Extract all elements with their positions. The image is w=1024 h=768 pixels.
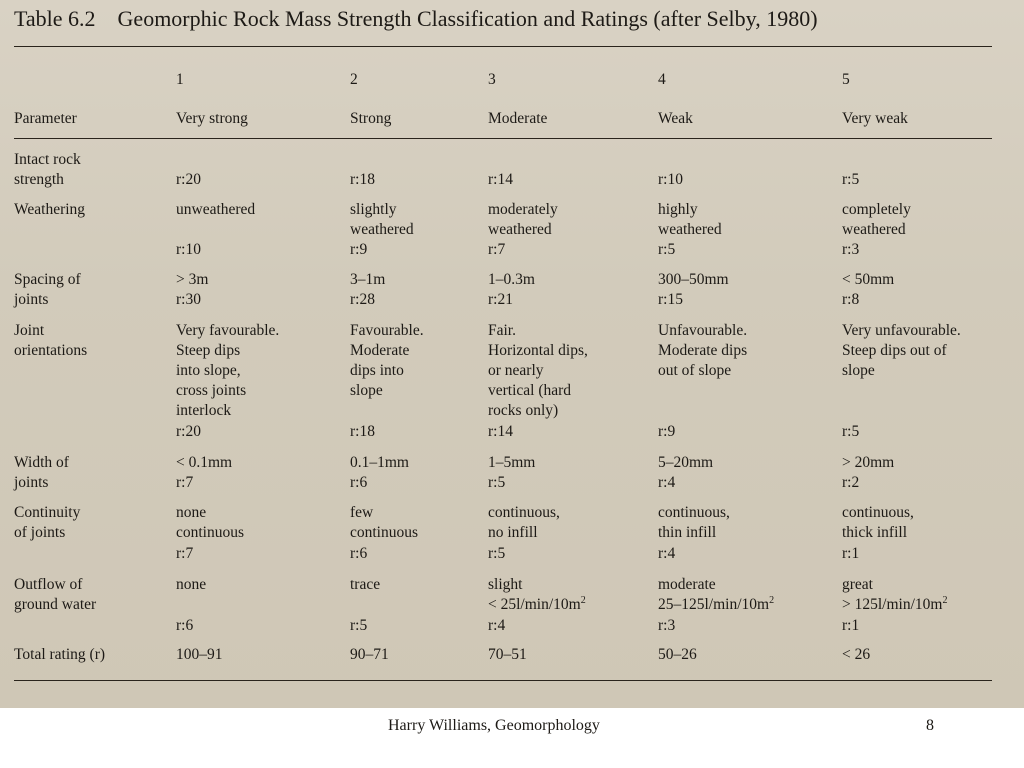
orientation-rating-5: r:5 (842, 423, 860, 440)
width-rating-2: r:6 (350, 474, 368, 491)
orientation-5-line1: Very unfavourable. (842, 322, 961, 339)
header-rule (14, 138, 992, 139)
outflow-4-line2: $25-125l/\min/10m^2$ (658, 594, 775, 613)
spacing-value-3: 1–0.3m (488, 271, 535, 288)
row-label-outflow: Outflow of (14, 576, 83, 593)
spacing-rating-4: r:15 (658, 291, 683, 308)
weathering-rating-5: r:3 (842, 241, 860, 258)
continuity-5-line1: continuous, (842, 504, 914, 521)
orientation-rating-4: r:9 (658, 423, 676, 440)
row-label-outflow-2: ground water (14, 596, 97, 613)
row-label-orientation: Joint (14, 322, 45, 339)
orientation-4-line3: out of slope (658, 362, 732, 379)
outflow-rating-5: r:1 (842, 617, 860, 634)
row-label-spacing-2: joints (14, 291, 49, 308)
orientation-5-line3: slope (842, 362, 875, 379)
orientation-2-line1: Favourable. (350, 322, 424, 339)
orientation-2-line4: slope (350, 382, 383, 399)
weathering-value-2b: weathered (350, 221, 414, 238)
spacing-value-5: < 50mm (842, 271, 895, 288)
class-name-5: Very weak (842, 110, 908, 127)
class-number-1: 1 (176, 71, 184, 88)
total-value-4: 50–26 (658, 646, 697, 663)
orientation-1-line3: into slope, (176, 362, 241, 379)
continuity-rating-1: r:7 (176, 545, 194, 562)
weathering-value-5b: weathered (842, 221, 906, 238)
intact-rating-2: r:18 (350, 171, 375, 188)
weathering-rating-2: r:9 (350, 241, 368, 258)
total-value-5: < 26 (842, 646, 871, 663)
weathering-rating-1: r:10 (176, 241, 201, 258)
weathering-rating-4: r:5 (658, 241, 676, 258)
spacing-rating-1: r:30 (176, 291, 201, 308)
orientation-rating-1: r:20 (176, 423, 201, 440)
continuity-5-line2: thick infill (842, 524, 908, 541)
outflow-rating-2: r:5 (350, 617, 368, 634)
row-label-spacing: Spacing of (14, 271, 81, 288)
width-rating-4: r:4 (658, 474, 676, 491)
total-value-1: 100–91 (176, 646, 223, 663)
top-rule (14, 46, 992, 47)
continuity-1-line1: none (176, 504, 207, 521)
outflow-5-line2: > $125l/\min/10m^2$ (842, 594, 948, 613)
outflow-1-line1: none (176, 576, 207, 593)
outflow-rating-1: r:6 (176, 617, 194, 634)
weathering-value-4b: weathered (658, 221, 722, 238)
row-label-width: Width of (14, 454, 69, 471)
weathering-value-3a: moderately (488, 201, 558, 218)
outflow-5-line1: great (842, 576, 873, 593)
outflow-4-line1: moderate (658, 576, 716, 593)
total-value-3: 70–51 (488, 646, 527, 663)
row-label-continuity-2: of joints (14, 524, 66, 541)
weathering-rating-3: r:7 (488, 241, 506, 258)
orientation-4-line1: Unfavourable. (658, 322, 748, 339)
orientation-3-line1: Fair. (488, 322, 516, 339)
orientation-1-line5: interlock (176, 402, 232, 419)
continuity-rating-5: r:1 (842, 545, 860, 562)
orientation-5-line2: Steep dips out of (842, 342, 947, 359)
class-number-5: 5 (842, 71, 850, 88)
width-rating-1: r:7 (176, 474, 194, 491)
spacing-rating-3: r:21 (488, 291, 513, 308)
class-number-3: 3 (488, 71, 496, 88)
spacing-value-1: > 3m (176, 271, 209, 288)
width-rating-5: r:2 (842, 474, 860, 491)
weathering-value-5a: completely (842, 201, 911, 218)
weathering-value-3b: weathered (488, 221, 552, 238)
total-value-2: 90–71 (350, 646, 389, 663)
bottom-rule (14, 680, 992, 681)
width-value-3: 1–5mm (488, 454, 536, 471)
width-value-5: > 20mm (842, 454, 895, 471)
continuity-2-line1: few (350, 504, 374, 521)
outflow-2-line1: trace (350, 576, 381, 593)
width-value-1: < 0.1mm (176, 454, 233, 471)
spacing-value-4: 300–50mm (658, 271, 729, 288)
class-name-2: Strong (350, 110, 392, 127)
class-name-3: Moderate (488, 110, 548, 127)
intact-rating-3: r:14 (488, 171, 513, 188)
continuity-1-line2: continuous (176, 524, 245, 541)
class-number-4: 4 (658, 71, 666, 88)
continuity-3-line2: no infill (488, 524, 538, 541)
row-label-weathering: Weathering (14, 201, 86, 218)
width-value-4: 5–20mm (658, 454, 714, 471)
orientation-1-line2: Steep dips (176, 342, 241, 359)
row-label-total: Total rating (r) (14, 646, 106, 663)
orientation-3-line3: or nearly (488, 362, 544, 379)
parameter-header: Parameter (14, 110, 77, 127)
orientation-2-line3: dips into (350, 362, 404, 379)
width-rating-3: r:5 (488, 474, 506, 491)
row-label-intact: Intact rock (14, 151, 81, 168)
continuity-4-line1: continuous, (658, 504, 730, 521)
outflow-3-line1: slight (488, 576, 523, 593)
continuity-4-line2: thin infill (658, 524, 717, 541)
orientation-1-line4: cross joints (176, 382, 247, 399)
class-name-1: Very strong (176, 110, 248, 127)
row-label-continuity: Continuity (14, 504, 81, 521)
orientation-3-line5: rocks only) (488, 402, 559, 419)
class-name-4: Weak (658, 110, 693, 127)
orientation-4-line2: Moderate dips (658, 342, 748, 359)
page-number: 8 (926, 717, 934, 734)
weathering-value-4a: highly (658, 201, 698, 218)
orientation-rating-2: r:18 (350, 423, 375, 440)
weathering-value-2a: slightly (350, 201, 397, 218)
orientation-rating-3: r:14 (488, 423, 513, 440)
row-label-orientation-2: orientations (14, 342, 88, 359)
table-title: Table 6.2 Geomorphic Rock Mass Strength Classification and Ratings (after Selby, 1980) (14, 6, 818, 31)
outflow-rating-3: r:4 (488, 617, 506, 634)
continuity-rating-2: r:6 (350, 545, 368, 562)
orientation-3-line2: Horizontal dips, (488, 342, 588, 359)
slide-footer (0, 708, 1024, 768)
outflow-rating-4: r:3 (658, 617, 676, 634)
orientation-2-line2: Moderate (350, 342, 410, 359)
weathering-value-1: unweathered (176, 201, 256, 218)
class-number-2: 2 (350, 71, 358, 88)
continuity-rating-4: r:4 (658, 545, 676, 562)
continuity-rating-3: r:5 (488, 545, 506, 562)
intact-rating-1: r:20 (176, 171, 201, 188)
continuity-3-line1: continuous, (488, 504, 560, 521)
spacing-rating-5: r:8 (842, 291, 860, 308)
footer-credit: Harry Williams, Geomorphology (388, 717, 600, 734)
width-value-2: 0.1–1mm (350, 454, 409, 471)
intact-rating-5: r:5 (842, 171, 860, 188)
spacing-value-2: 3–1m (350, 271, 386, 288)
outflow-3-line2: < $25l/\min/10m^2$ (488, 594, 586, 613)
row-label-width-2: joints (14, 474, 49, 491)
orientation-3-line4: vertical (hard (488, 382, 572, 399)
orientation-1-line1: Very favourable. (176, 322, 280, 339)
row-label-intact-2: strength (14, 171, 64, 188)
continuity-2-line2: continuous (350, 524, 419, 541)
intact-rating-4: r:10 (658, 171, 683, 188)
spacing-rating-2: r:28 (350, 291, 375, 308)
